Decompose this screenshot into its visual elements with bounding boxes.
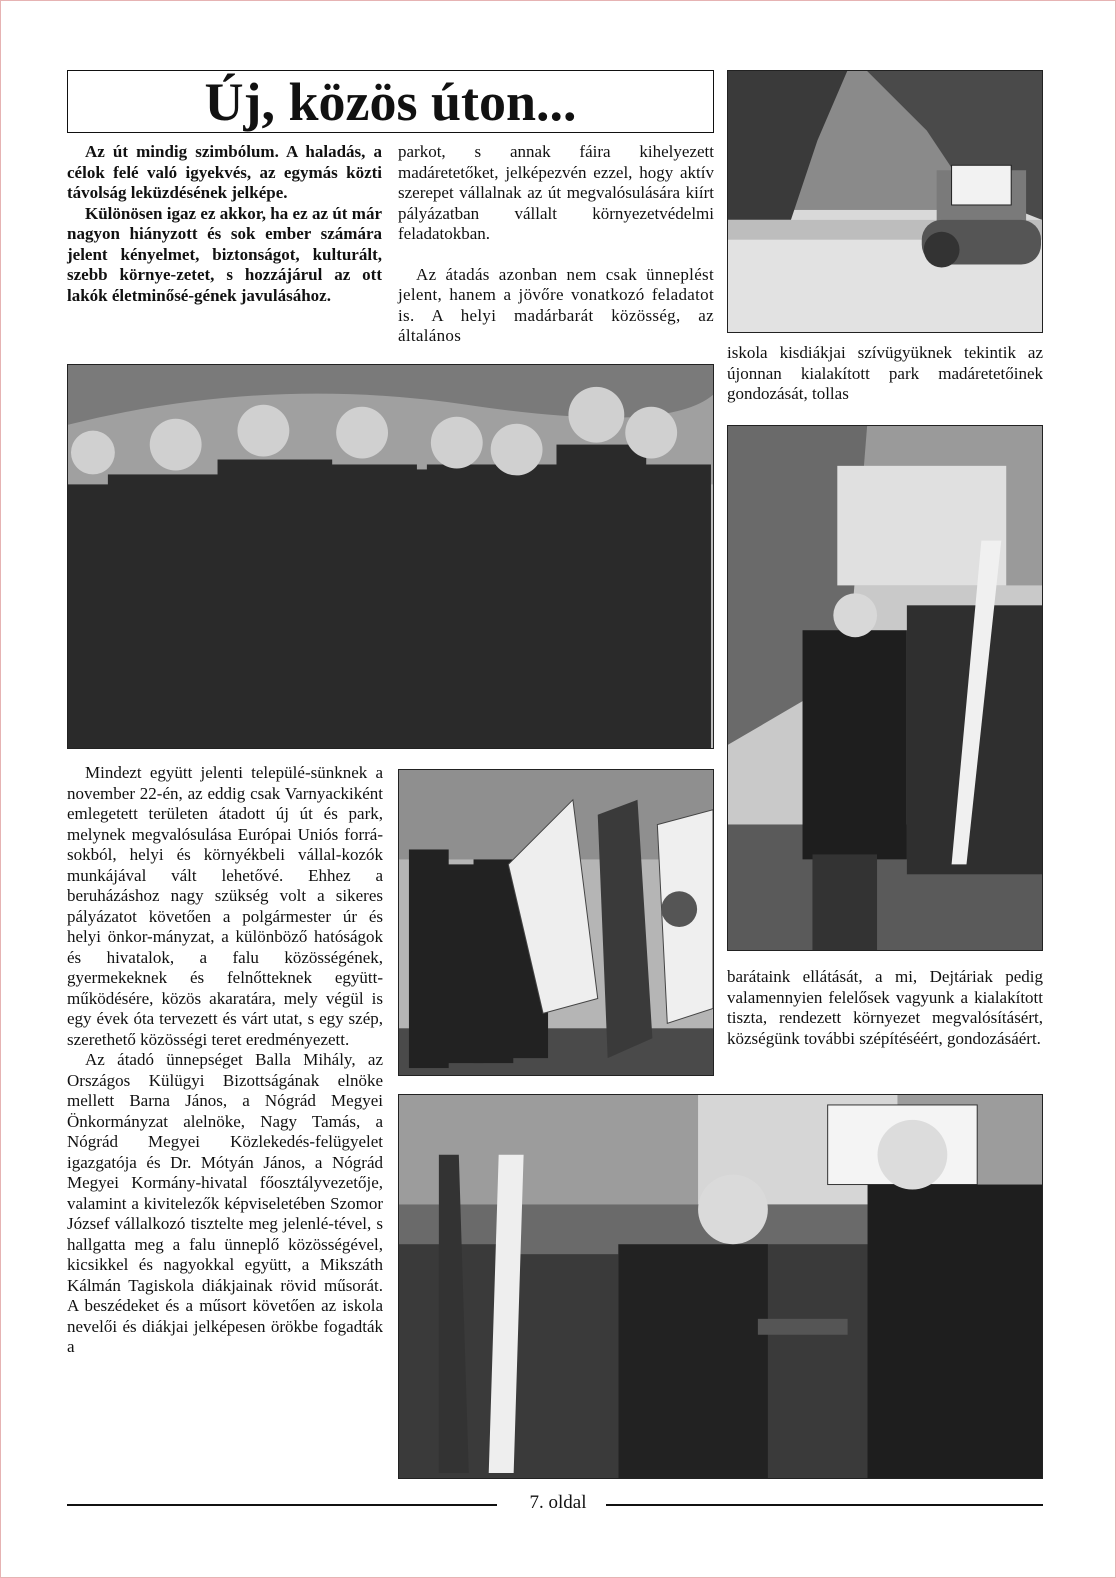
column2-paragraph-2: Az átadás azonban nem csak ünneplést jelent, hanem a jövőre vonatkozó feladatot is. A helyi madárbarát közösség, az általános — [398, 264, 714, 345]
column3-paragraph-1: iskola kisdiákjai szívügyüknek tekintik az újonnan kialakított park madáretetőinek gondozását, tollas — [727, 343, 1043, 403]
page-number: 7. oldal — [529, 1492, 587, 1513]
photo-officials — [67, 364, 714, 749]
column2-paragraph-1: parkot, s annak fáira kihelyezett madáretetőket, jelképezvén ezzel, hogy aktív szerepet vállalnak az út megvalósulására kiírt pályázatban vállalt környezetvédelmi feladatokban. — [398, 142, 714, 243]
photo-handshake — [398, 1094, 1043, 1479]
photo-road-roller — [727, 70, 1043, 333]
intro-paragraph-2: Különösen igaz ez akkor, ha ez az út már nagyon hiányzott és sok ember számára jelent kényelmet, biztonságot, kulturált, szebb környe-zetet, s hozzájárul az ott lakók életminősé-gének javulásához. — [67, 203, 382, 305]
intro-paragraph-1: Az út mindig szimbólum. A haladás, a célok felé való igyekvés, az egymás közti távolság leküzdésének jelképe. — [67, 142, 382, 202]
title-box — [67, 70, 714, 133]
body-paragraph-1: Mindezt együtt jelenti települé-sünknek a november 22-én, az eddig csak Varnyackiként emlegetett területen átadott új út és park, melynek megvalósulása Európai Uniós forrá-sokból, helyi és környékbeli vállal-kozók munkájával vált lehetővé. Ehhez a beruházáshoz nagy szükség volt a sikeres pályázatot követően a polgármester úr és helyi önkor-mányzat, a különböző hatóságok és hivatalok, a falu közösségének, gyermekeknek és felnőtteknek együtt-működésére, közös akaratára, mely végül is egy évek óta tervezett és várt utat, s egy szép, szerethető közösségi teret eredményezett. — [67, 763, 383, 1049]
photo-speaker — [727, 425, 1043, 951]
column3-text-bottom — [727, 967, 1043, 1049]
column2-text — [398, 142, 714, 347]
column3-paragraph-2: barátaink ellátását, a mi, Dejtáriak pedig valamennyien felelősek vagyunk a kialakított tiszta, rendezett környezet megvalósításért, községünk további szépítéséért, gondozásáért. — [727, 967, 1043, 1048]
photo-flag-bearers — [398, 769, 714, 1076]
column3-text-top — [727, 343, 1043, 405]
body-paragraph-2: Az átadó ünnepséget Balla Mihály, az Országos Külügyi Bizottságának elnöke mellett Barna János, a Nógrád Megyei Önkormányzat alelnöke, Nagy Tamás, a Nógrád Megyei Közlekedés-felügyelet igazgatója és Dr. Mótyán János, a Nógrád Megyei Kormány-hivatal főosztályvezetője, valamint a kivitelezők képviseletében Szomor József vállalkozó tisztelte meg jelenlé-tével, s hallgatta meg a falu ünneplő közösségével, kicsikkel és nagyokkal együtt, a Mikszáth Kálmán Tagiskola diákjainak rövid műsorát. A beszédeket és a műsort követően az iskola nevelői és diákjai jelképesen örökbe fogadták a — [67, 1050, 383, 1356]
intro-text — [67, 142, 382, 306]
body-text — [67, 763, 383, 1358]
article-title: Új, közös úton... — [204, 72, 577, 132]
